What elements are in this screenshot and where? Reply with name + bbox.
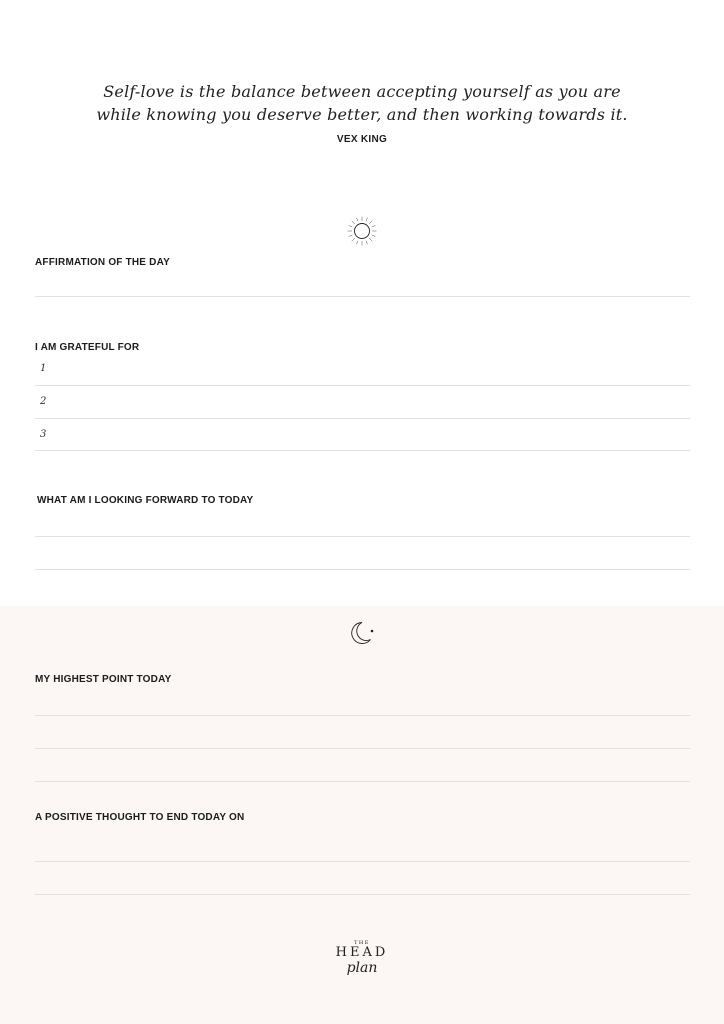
affirmation-line[interactable] xyxy=(35,296,690,297)
grateful-line-1[interactable] xyxy=(35,385,690,386)
grateful-heading: I AM GRATEFUL FOR xyxy=(35,342,140,353)
grateful-line-2[interactable] xyxy=(35,418,690,419)
forward-line-1[interactable] xyxy=(35,536,690,537)
forward-heading: WHAT AM I LOOKING FORWARD TO TODAY xyxy=(37,495,254,506)
quote-author: VEX KING xyxy=(336,134,388,145)
head-plan-logo xyxy=(0,940,724,976)
highest-line-2[interactable] xyxy=(35,748,690,749)
logo-head: HEAD xyxy=(335,945,389,960)
affirmation-heading: AFFIRMATION OF THE DAY xyxy=(35,257,170,268)
logo-plan: plan xyxy=(346,960,378,976)
positive-line-2[interactable] xyxy=(35,894,690,895)
quote xyxy=(0,80,724,126)
highest-heading: MY HIGHEST POINT TODAY xyxy=(35,674,172,685)
forward-line-2[interactable] xyxy=(35,569,690,570)
quote-line-1: Self-love is the balance between accepting yourself as you are xyxy=(103,82,621,101)
grateful-number-1: 1 xyxy=(40,363,47,374)
logo-the: THE xyxy=(354,940,370,946)
sun-icon xyxy=(346,215,378,247)
grateful-number-2: 2 xyxy=(40,396,47,407)
positive-heading: A POSITIVE THOUGHT TO END TODAY ON xyxy=(35,812,245,823)
grateful-line-3[interactable] xyxy=(35,450,690,451)
positive-line-1[interactable] xyxy=(35,861,690,862)
highest-line-3[interactable] xyxy=(35,781,690,782)
grateful-number-3: 3 xyxy=(40,429,47,440)
moon-icon xyxy=(348,620,378,646)
quote-line-2: while knowing you deserve better, and then working towards it. xyxy=(96,105,628,124)
highest-line-1[interactable] xyxy=(35,715,690,716)
